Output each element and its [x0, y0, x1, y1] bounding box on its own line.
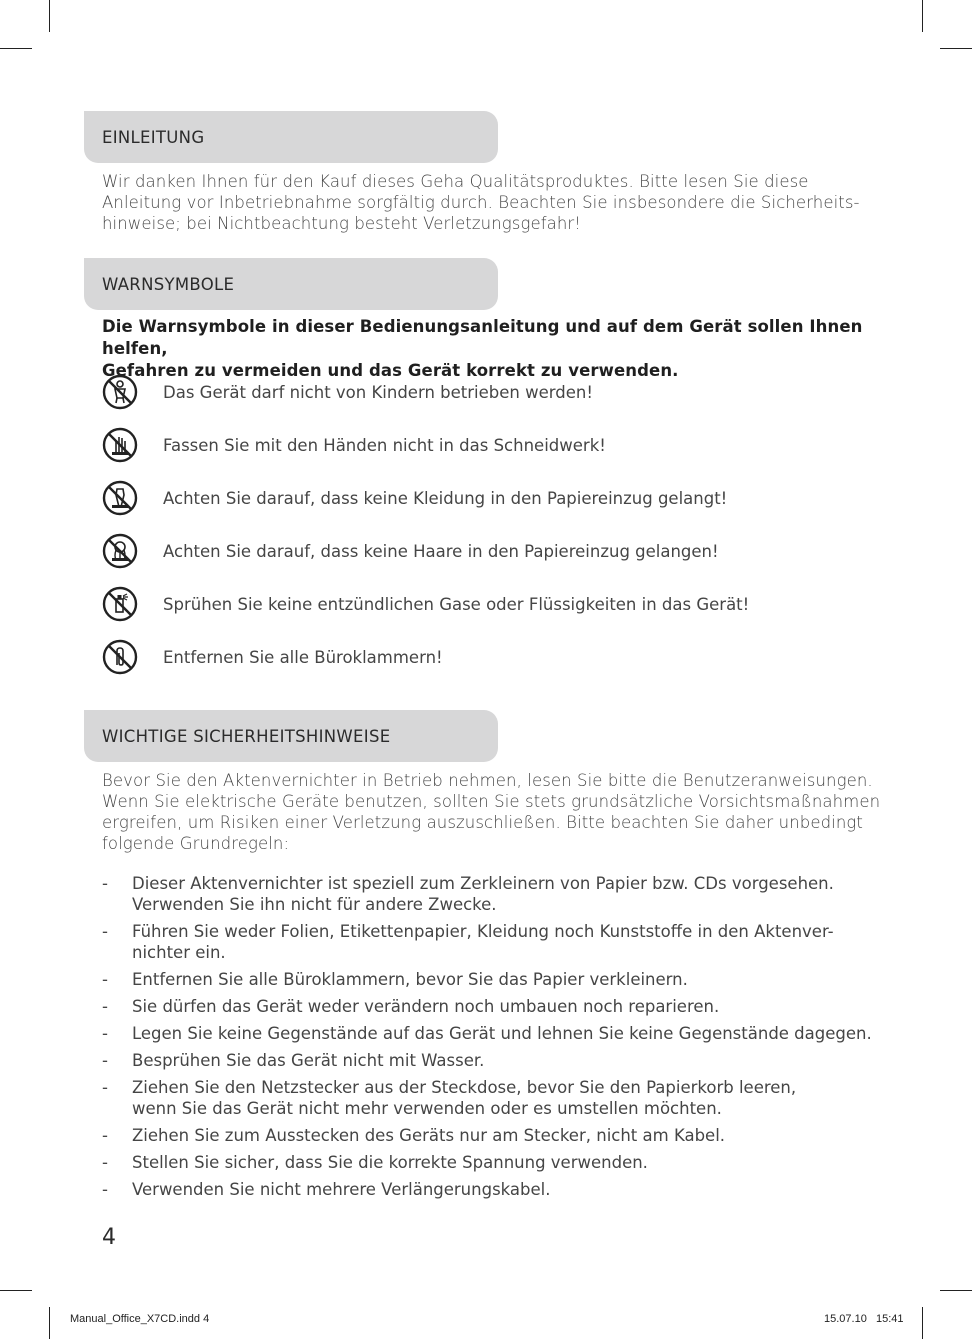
text-line: Führen Sie weder Folien, Etikettenpapier, Kleidung noch Kunststoffe in den Aktenver- [132, 922, 834, 941]
list-item [102, 996, 902, 1017]
bullet-marker: - [102, 874, 108, 893]
bullet-marker: - [102, 1051, 108, 1070]
intro-paragraph [102, 171, 892, 234]
bullet-marker: - [102, 922, 108, 941]
list-item [102, 1125, 902, 1146]
section-header-warnings [84, 258, 498, 310]
section-header-safety [84, 710, 498, 762]
text-line: Stellen Sie sicher, dass Sie die korrekte Spannung verwenden. [132, 1153, 648, 1172]
text-line: Ziehen Sie zum Ausstecken des Geräts nur am Stecker, nicht am Kabel. [132, 1126, 726, 1145]
list-item [102, 1077, 902, 1119]
bullet-marker: - [102, 970, 108, 989]
crop-mark [0, 1290, 32, 1291]
bullet-marker: - [102, 1153, 108, 1172]
bullet-marker: - [102, 997, 108, 1016]
crop-mark [940, 1290, 972, 1291]
bullet-marker: - [102, 1180, 108, 1199]
crop-mark [49, 0, 50, 32]
text-line: Die Warnsymbole in dieser Bedienungsanleitung und auf dem Gerät sollen Ihnen helfen, [102, 317, 863, 358]
list-item [102, 1179, 902, 1200]
list-item [102, 969, 902, 990]
warning-item [102, 425, 606, 465]
warning-text: Das Gerät darf nicht von Kindern betrieben werden! [163, 382, 593, 402]
list-item [102, 1050, 902, 1071]
crop-mark [49, 1307, 50, 1339]
warning-item [102, 637, 443, 677]
warning-text: Fassen Sie mit den Händen nicht in das Schneidwerk! [163, 435, 606, 455]
bullet-marker: - [102, 1078, 108, 1097]
text-line: Besprühen Sie das Gerät nicht mit Wasser. [132, 1051, 485, 1070]
warning-item [102, 372, 593, 412]
text-line: Wir danken Ihnen für den Kauf dieses Geha Qualitätsproduktes. Bitte lesen Sie diese [102, 172, 809, 191]
list-item [102, 873, 902, 915]
warning-item [102, 531, 719, 571]
text-line: Gefahren zu vermeiden und das Gerät korrekt zu verwenden. [102, 361, 679, 380]
no-paperclips-icon [102, 639, 138, 675]
text-line: Bevor Sie den Aktenvernichter in Betrieb nehmen, lesen Sie bitte die Benutzeranweisungen. [102, 771, 873, 790]
crop-mark [922, 1307, 923, 1339]
bullet-marker: - [102, 1024, 108, 1043]
text-line: Wenn Sie elektrische Geräte benutzen, sollten Sie stets grundsätzliche Vorsichtsmaßnahmen [102, 792, 881, 811]
safety-rules-list [102, 873, 902, 1206]
section-title: WARNSYMBOLE [102, 274, 235, 294]
print-slug-file: Manual_Office_X7CD.indd 4 [70, 1313, 210, 1325]
warning-text: Achten Sie darauf, dass keine Haare in den Papiereinzug gelangen! [163, 541, 719, 561]
text-line: Sie dürfen das Gerät weder verändern noch umbauen noch reparieren. [132, 997, 720, 1016]
section-title: EINLEITUNG [102, 127, 205, 147]
print-slug-datetime: 15.07.10 15:41 [824, 1313, 904, 1325]
text-line: Entfernen Sie alle Büroklammern, bevor Sie das Papier verkleinern. [132, 970, 688, 989]
text-line: Verwenden Sie nicht mehrere Verlängerungskabel. [132, 1180, 551, 1199]
text-line: hinweise; bei Nichtbeachtung besteht Verletzungsgefahr! [102, 214, 582, 233]
list-item [102, 921, 902, 963]
no-hair-icon [102, 533, 138, 569]
no-hands-icon [102, 427, 138, 463]
crop-mark [940, 48, 972, 49]
crop-mark [0, 48, 32, 49]
section-header-intro [84, 111, 498, 163]
no-spray-icon [102, 586, 138, 622]
crop-mark [922, 0, 923, 32]
page-number: 4 [102, 1225, 116, 1250]
list-item [102, 1152, 902, 1173]
text-line: Legen Sie keine Gegenstände auf das Gerät und lehnen Sie keine Gegenstände dagegen. [132, 1024, 872, 1043]
text-line: Ziehen Sie den Netzstecker aus der Steckdose, bevor Sie den Papierkorb leeren, [132, 1078, 797, 1097]
text-line: Verwenden Sie ihn nicht für andere Zwecke. [132, 895, 497, 914]
bullet-marker: - [102, 1126, 108, 1145]
text-line: Anleitung vor Inbetriebnahme sorgfältig durch. Beachten Sie insbesondere die Sicherheits- [102, 193, 860, 212]
list-item [102, 1023, 902, 1044]
warning-text: Achten Sie darauf, dass keine Kleidung in den Papiereinzug gelangt! [163, 488, 728, 508]
warning-text: Entfernen Sie alle Büroklammern! [163, 647, 443, 667]
warnings-lead [102, 316, 892, 382]
text-line: Dieser Aktenvernichter ist speziell zum Zerkleinern von Papier bzw. CDs vorgesehen. [132, 874, 834, 893]
text-line: nichter ein. [132, 943, 226, 962]
section-title: WICHTIGE SICHERHEITSHINWEISE [102, 726, 391, 746]
text-line: ergreifen, um Risiken einer Verletzung auszuschließen. Bitte beachten Sie daher unbedingt [102, 813, 863, 832]
text-line: folgende Grundregeln: [102, 834, 290, 853]
no-children-icon [102, 374, 138, 410]
no-clothing-icon [102, 480, 138, 516]
warning-text: Sprühen Sie keine entzündlichen Gase oder Flüssigkeiten in das Gerät! [163, 594, 750, 614]
warning-item [102, 478, 728, 518]
warning-item [102, 584, 750, 624]
text-line: wenn Sie das Gerät nicht mehr verwenden oder es umstellen möchten. [132, 1099, 722, 1118]
safety-paragraph [102, 770, 902, 854]
